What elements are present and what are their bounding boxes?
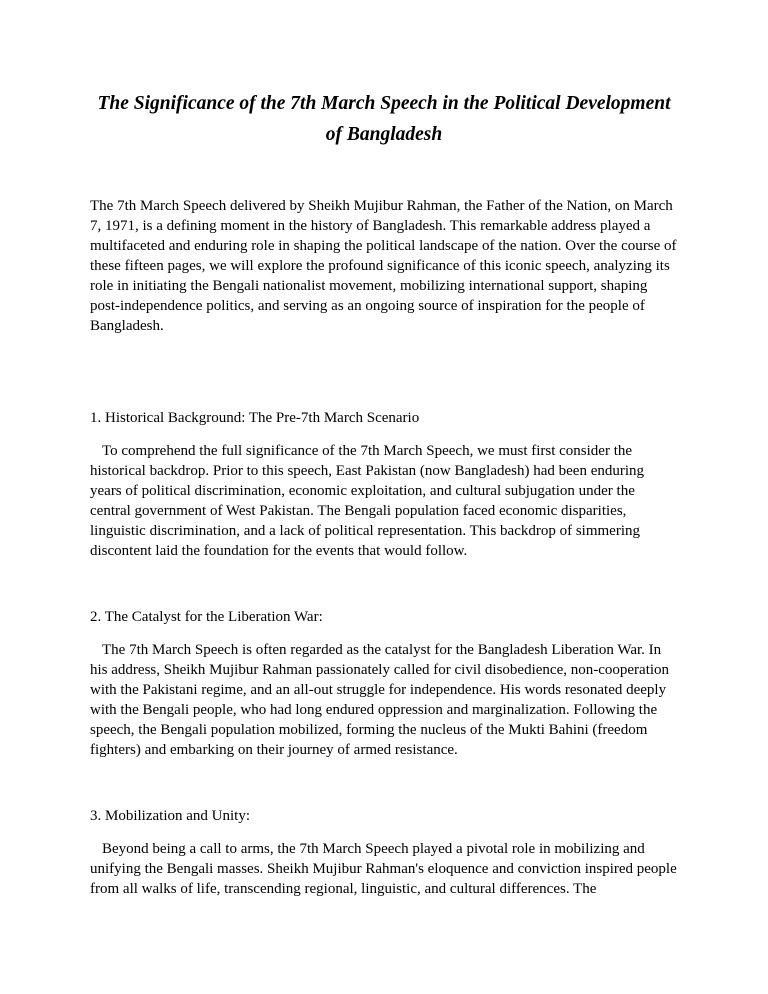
- section-paragraph: Beyond being a call to arms, the 7th March Speech played a pivotal role in mobilizing and unifying the Bengali masses. Sheikh Mujibur Rahman's eloquence and conviction inspired people from all walks of life, transcending regional, linguistic, and cultural differences. The: [90, 841, 677, 897]
- section-historical-background: [90, 408, 678, 561]
- section-heading: 1. Historical Background: The Pre-7th March Scenario: [90, 410, 420, 426]
- section-paragraph: To comprehend the full significance of the 7th March Speech, we must first consider the historical backdrop. Prior to this speech, East Pakistan (now Bangladesh) had been enduring years of political discrimination, economic exploitation, and cultural subjugation under the central government of West Pakistan. The Bengali population faced economic disparities, linguistic discrimination, and a lack of political representation. This backdrop of simmering discontent laid the foundation for the events that would follow.: [90, 443, 645, 559]
- section-catalyst-liberation-war: [90, 607, 678, 760]
- section-heading: 3. Mobilization and Unity:: [90, 808, 250, 824]
- document-title: The Significance of the 7th March Speech in the Political Development of Bangladesh: [97, 93, 671, 145]
- section-heading: 2. The Catalyst for the Liberation War:: [90, 609, 323, 625]
- section-mobilization-unity: [90, 806, 678, 899]
- intro-paragraph: The 7th March Speech delivered by Sheikh Mujibur Rahman, the Father of the Nation, on March 7, 1971, is a defining moment in the history of Bangladesh. This remarkable address played a multifaceted and enduring role in shaping the political landscape of the nation. Over the course of these fifteen pages, we will explore the profound significance of this iconic speech, analyzing its role in initiating the Bengali nationalist movement, mobilizing international support, shaping post-independence politics, and serving as an ongoing source of inspiration for the people of Bangladesh.: [90, 198, 677, 334]
- section-paragraph: The 7th March Speech is often regarded as the catalyst for the Bangladesh Liberation War. In his address, Sheikh Mujibur Rahman passionately called for civil disobedience, non-cooperation with the Pakistani regime, and an all-out struggle for independence. His words resonated deeply with the Bengali people, who had long endured oppression and marginalization. Following the speech, the Bengali population mobilized, forming the nucleus of the Mukti Bahini (freedom fighters) and embarking on their journey of armed resistance.: [90, 642, 670, 758]
